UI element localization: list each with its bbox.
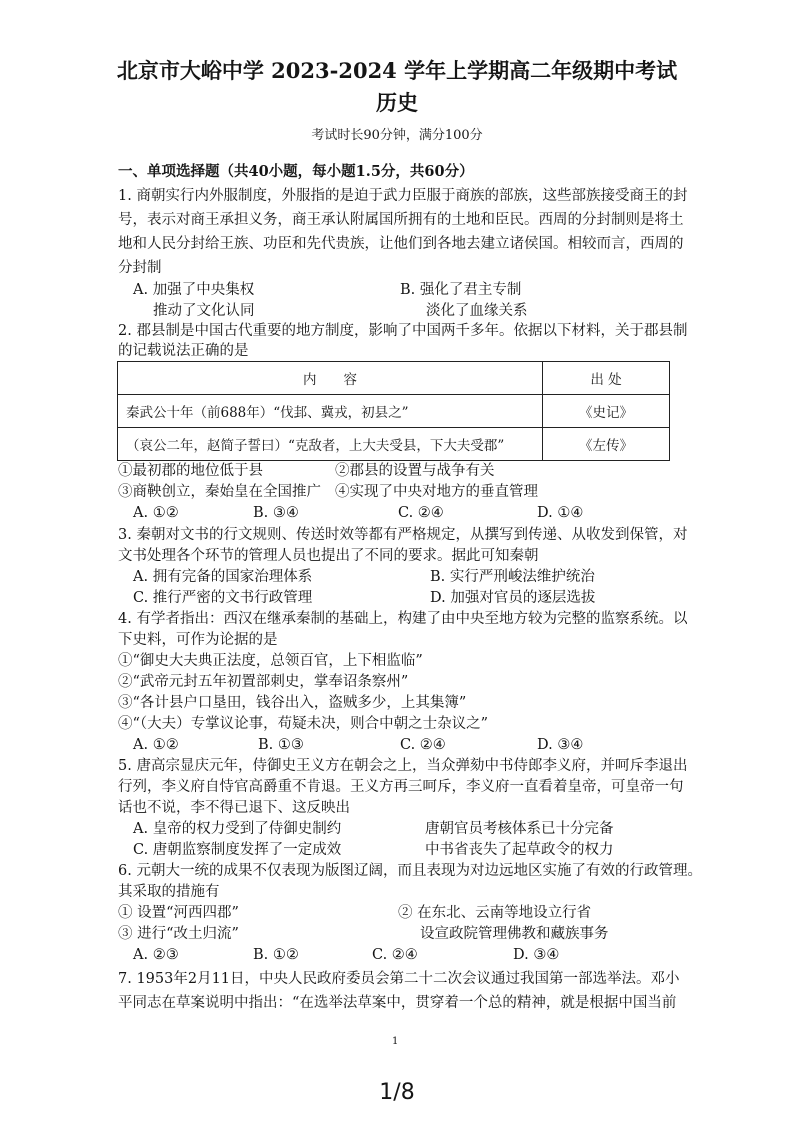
table-cell-content: （哀公二年，赵简子誓曰）“克敌者，上大夫受县，下大夫受郡” <box>118 428 543 461</box>
q6-line-1: 6. 元朝大一统的成果不仅表现为版图辽阔，而且表现为对边远地区实施了有效的行政管理。 <box>118 863 702 879</box>
q6-statement-1: ① 设置“河西四郡” <box>118 905 239 921</box>
q6-option-d: D. ③④ <box>513 947 560 963</box>
q3-option-b: B. 实行严刑峻法维护统治 <box>430 569 595 585</box>
q6-option-b: B. ①② <box>253 947 299 963</box>
q2-option-b: B. ③④ <box>253 505 299 521</box>
q1-line-1: 1. 商朝实行内外服制度，外服指的是迫于武力臣服于商族的部族，这些部族接受商王的封 <box>118 188 688 204</box>
q4-option-c: C. ②④ <box>400 737 446 753</box>
q4-option-d: D. ③④ <box>537 737 584 753</box>
q5-line-1: 5. 唐高宗显庆元年，侍御史王义方在朝会之上，当众弹劾中书侍郎李义府，并呵斥李退出 <box>118 758 688 774</box>
q1-line-3: 地和人民分封给王族、功臣和先代贵族，让他们到各地去建立诸侯国。相较而言，西周的 <box>118 236 684 252</box>
q4-statement-3: ③“各计县户口垦田，钱谷出入，盗贼多少，上其集簿” <box>118 695 467 711</box>
q3-line-2: 文书处理各个环节的管理人员也提出了不同的要求。据此可知秦朝 <box>118 548 539 564</box>
table-row <box>118 395 670 428</box>
q1-option-a: A. 加强了中央集权 <box>133 282 255 298</box>
q4-option-b: B. ①③ <box>258 737 304 753</box>
q4-line-2: 下史料，可作为论据的是 <box>118 632 278 648</box>
q6-statement-2: ② 在东北、云南等地设立行省 <box>398 905 592 921</box>
q1-option-d: 淡化了血缘关系 <box>426 303 528 319</box>
q2-line-2: 的记载说法正确的是 <box>118 343 249 359</box>
q2-statement-2: ②郡县的设置与战争有关 <box>335 463 495 479</box>
q6-option-a: A. ②③ <box>133 947 179 963</box>
q4-statement-4: ④“（大夫）专掌议论事，苟疑未决，则合中朝之士杂议之” <box>118 716 489 732</box>
page-indicator: 1/8 <box>379 1080 415 1105</box>
q6-option-c: C. ②④ <box>372 947 418 963</box>
q2-statement-1: ①最初郡的地位低于县 <box>118 463 263 479</box>
table-cell-content: 秦武公十年（前688年）“伐邽、冀戎，初县之” <box>118 395 543 428</box>
q5-option-d: 中书省丧失了起草政令的权力 <box>425 842 614 858</box>
table-header-row <box>118 362 670 395</box>
exam-subject: 历史 <box>376 90 418 115</box>
q2-option-d: D. ①④ <box>537 505 584 521</box>
q6-line-2: 其采取的措施有 <box>118 884 220 900</box>
exam-title: 北京市大峪中学 2023-2024 学年上学期高二年级期中考试 <box>116 58 678 83</box>
q2-source-table <box>117 361 670 461</box>
q5-line-3: 话也不说，李不得已退下、这反映出 <box>118 800 350 816</box>
q1-line-4: 分封制 <box>118 260 162 276</box>
q6-statement-3: ③ 进行“改土归流” <box>118 926 239 942</box>
q6-statement-4: 设宣政院管理佛教和藏族事务 <box>420 926 609 942</box>
q2-statement-4: ④实现了中央对地方的垂直管理 <box>335 484 538 500</box>
q4-option-a: A. ①② <box>133 737 179 753</box>
q1-line-2: 号，表示对商王承担义务，商王承认附属国所拥有的土地和臣民。西周的分封制则是将土 <box>118 212 684 228</box>
q3-option-d: D. 加强对官员的逐层选拔 <box>430 590 596 606</box>
q2-line-1: 2. 郡县制是中国古代重要的地方制度，影响了中国两千多年。依据以下材料，关于郡县制 <box>118 323 688 339</box>
q2-option-a: A. ①② <box>133 505 179 521</box>
q4-line-1: 4. 有学者指出：西汉在继承秦制的基础上，构建了由中央至地方较为完整的监察系统。以 <box>118 611 688 627</box>
page-number: 1 <box>392 1036 399 1047</box>
table-header-source: 出 处 <box>543 362 670 395</box>
q3-line-1: 3. 秦朝对文书的行文规则、传送时效等都有严格规定，从撰写到传递、从收发到保管，对 <box>118 527 688 543</box>
q5-option-b: 唐朝官员考核体系已十分完备 <box>425 821 614 837</box>
table-cell-source: 《左传》 <box>543 428 670 461</box>
q5-option-a: A. 皇帝的权力受到了侍御史制约 <box>133 821 342 837</box>
table-row <box>118 428 670 461</box>
q3-option-c: C. 推行严密的文书行政管理 <box>133 590 313 606</box>
table-cell-source: 《史记》 <box>543 395 670 428</box>
q7-line-1: 7. 1953年2月11日，中央人民政府委员会第二十二次会议通过我国第一部选举法。邓小 <box>118 971 680 987</box>
q1-option-c: 推动了文化认同 <box>153 303 255 319</box>
table-header-content: 内 容 <box>118 362 543 395</box>
q2-option-c: C. ②④ <box>398 505 444 521</box>
q5-line-2: 行列，李义府自恃官高爵重不肯退。王义方再三呵斥，李义府一直看着皇帝，可皇帝一句 <box>118 779 684 795</box>
exam-info: 考试时长90分钟，满分100分 <box>311 128 483 143</box>
q7-line-2: 平同志在草案说明中指出：“在选举法草案中，贯穿着一个总的精神，就是根据中国当前 <box>118 995 677 1011</box>
q2-statement-3: ③商鞅创立，秦始皇在全国推广 <box>118 484 321 500</box>
q4-statement-2: ②“武帝元封五年初置部刺史，掌奉诏条察州” <box>118 674 409 690</box>
q3-option-a: A. 拥有完备的国家治理体系 <box>133 569 313 585</box>
q1-option-b: B. 强化了君主专制 <box>400 282 522 298</box>
q5-option-c: C. 唐朝监察制度发挥了一定成效 <box>133 842 342 858</box>
section-heading: 一、单项选择题（共40小题，每小题1.5分，共60分） <box>118 163 474 180</box>
q4-statement-1: ①“御史大夫典正法度，总领百官，上下相监临” <box>118 653 423 669</box>
